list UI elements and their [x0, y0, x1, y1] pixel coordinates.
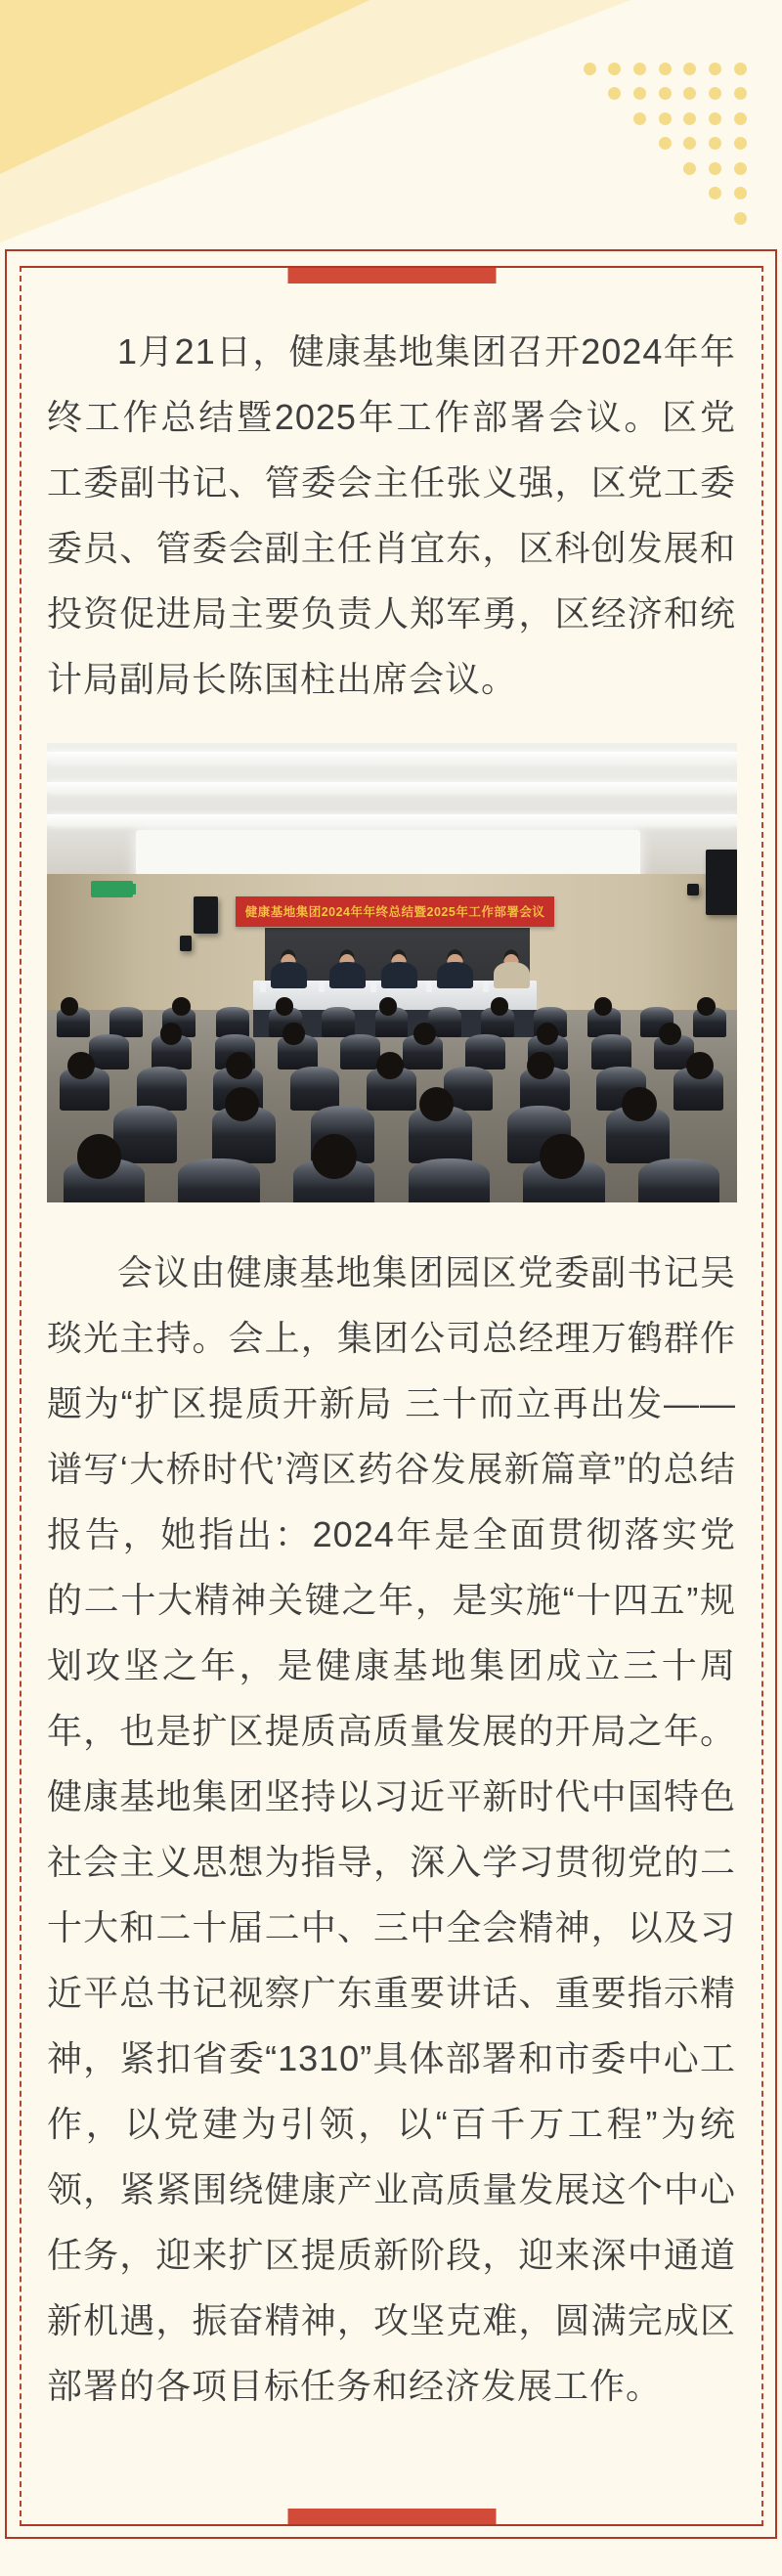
dot-decoration	[633, 112, 646, 125]
audience-head	[379, 997, 398, 1016]
dot-decoration	[633, 87, 646, 100]
article-frame-inner	[20, 266, 763, 2526]
audience-head	[67, 1052, 95, 1079]
dot-decoration	[709, 162, 721, 175]
paragraph-1: 1月21日，健康基地集团召开2024年年终工作总结暨2025年工作部署会议。区党工委副书记、管委会主任张义强，区党工委委员、管委会副主任肖宜东，区科创发展和投资促进局主要负责人郑军勇，区经济和统计局副局长陈国柱出席会议。	[47, 331, 736, 699]
dot-decoration	[709, 112, 721, 125]
audience-chair	[638, 1158, 719, 1202]
audience-head	[622, 1087, 657, 1122]
audience-head	[226, 1052, 253, 1079]
dot-decoration	[734, 212, 747, 225]
dot-decoration	[584, 63, 596, 75]
audience-head	[77, 1134, 122, 1179]
dot-decoration	[734, 112, 747, 125]
audience-head	[160, 1023, 183, 1044]
audience-head	[61, 997, 79, 1016]
audience-chair	[109, 1007, 143, 1037]
dot-decoration	[659, 137, 672, 150]
audience-head	[537, 1023, 559, 1044]
dot-decoration	[659, 63, 672, 75]
dot-decoration	[659, 87, 672, 100]
dot-decoration	[683, 162, 696, 175]
audience-head	[594, 997, 613, 1016]
dot-decoration	[608, 87, 621, 100]
dot-decoration	[633, 63, 646, 75]
dot-decoration	[683, 87, 696, 100]
audience-chair	[89, 1034, 129, 1069]
dot-decoration	[683, 137, 696, 150]
audience-chair	[409, 1158, 490, 1202]
audience-rows	[47, 743, 737, 1202]
audience-chair	[591, 1034, 631, 1069]
audience-head	[697, 997, 716, 1016]
dot-decoration	[683, 112, 696, 125]
dot-decoration	[734, 87, 747, 100]
top-accent-bar	[287, 268, 496, 284]
audience-head	[172, 997, 191, 1016]
audience-head	[527, 1052, 554, 1079]
dot-decoration	[734, 63, 747, 75]
dot-decoration	[734, 187, 747, 199]
audience-chair	[465, 1034, 505, 1069]
bottom-accent-bar	[287, 2509, 496, 2524]
audience-chair	[113, 1106, 177, 1163]
dot-decoration	[659, 112, 672, 125]
dot-decoration	[709, 63, 721, 75]
dot-decoration	[734, 137, 747, 150]
audience-head	[276, 997, 294, 1016]
audience-head	[376, 1052, 404, 1079]
dot-decoration	[683, 63, 696, 75]
paragraph-2: 会议由健康基地集团园区党委副书记吴琰光主持。会上，集团公司总经理万鹤群作题为“扩区提质开新局 三十而立再出发——谱写‘大桥时代’湾区药谷发展新篇章”的总结报告，她指出：2024年是全面贯彻落实党的二十大精神关键之年，是实施“十四五”规划攻坚之年，是健康基地集团成立三十周年，也是扩区提质高质量发展的开局之年。健康基地集团坚持以习近平新时代中国特色社会主义思想为指导，深入学习贯彻党的二十大和二十届二中、三中全会精神，以及习近平总书记视察广东重要讲话、重要指示精神，紧扣省委“1310”具体部署和市委中心工作，以党建为引领，以“百千万工程”为统领，紧紧围绕健康产业高质量发展这个中心任务，迎来扩区提质新阶段，迎来深中通道新机遇，振奋精神，攻坚克难，圆满完成区部署的各项目标任务和经济发展工作。	[47, 1252, 736, 2406]
dot-decoration	[608, 63, 621, 75]
dot-decoration	[709, 187, 721, 199]
audience-chair	[322, 1007, 355, 1037]
meeting-banner-text: 健康基地集团2024年年终总结暨2025年工作部署会议	[244, 905, 545, 920]
audience-head	[659, 1023, 681, 1044]
audience-head	[413, 1023, 436, 1044]
audience-chair	[216, 1007, 249, 1037]
audience-chair	[178, 1158, 259, 1202]
audience-chair	[290, 1067, 340, 1111]
audience-head	[282, 1023, 305, 1044]
article-frame	[5, 249, 777, 2539]
meeting-photo[interactable]	[47, 743, 737, 1202]
audience-head	[312, 1134, 357, 1179]
audience-chair	[137, 1067, 187, 1111]
dot-decoration	[709, 137, 721, 150]
dot-decoration	[734, 162, 747, 175]
dot-decoration	[709, 87, 721, 100]
audience-head	[686, 1052, 714, 1079]
audience-head	[491, 997, 509, 1016]
audience-chair	[340, 1034, 380, 1069]
audience-head	[540, 1134, 585, 1179]
